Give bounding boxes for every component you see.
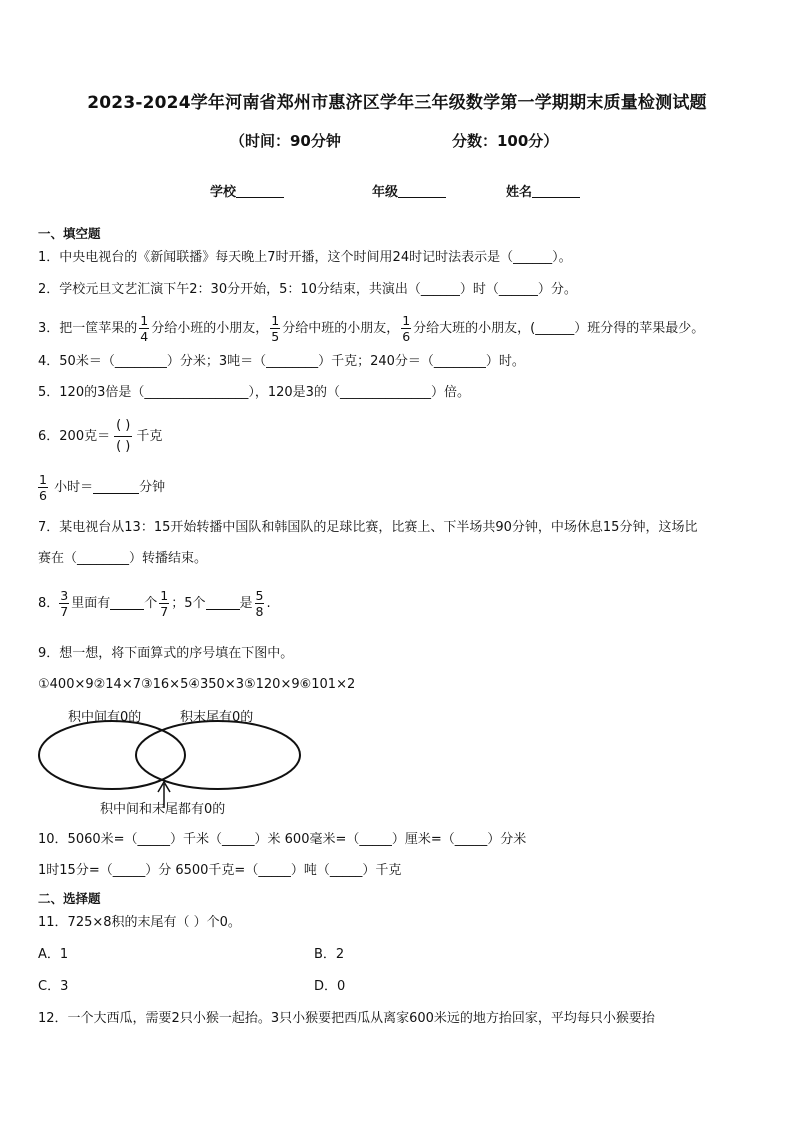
grade-field: 年级 [372,181,446,200]
question-6-part-2: $\frac{1}{6}$ 小时＝ 分钟 [39,472,166,503]
grade-blank[interactable] [398,183,446,198]
question-2: 2．学校元旦文艺汇演下午2：30分开始，5：10分结束，共演出（______）时（______）分。 [38,282,577,297]
question-6: 6．200克＝ ( ) ( ) 千克 [38,416,162,457]
option-c[interactable]: C．3 [38,979,69,994]
blank-fraction[interactable]: ( ) ( ) [116,418,131,454]
page-title: 2023-2024学年河南省郑州市惠济区学年三年级数学第一学期期末质量检测试题 [87,93,707,113]
section-fill-blank: 一、填空题 [38,226,101,241]
school-field: 学校 [210,181,284,200]
school-blank[interactable] [236,183,284,198]
question-11: 11．725×8积的末尾有（ ）个0。 [38,915,241,930]
fraction-one-sixth-hour: $\frac{1}{6}$ [39,472,47,503]
exam-score: 分数：100分） [452,132,559,150]
question-7-line-2: 赛在（________）转播结束。 [38,551,208,566]
option-a[interactable]: A．1 [38,947,69,962]
fraction-one-quarter: $\frac{1}{4}$ [140,313,149,344]
question-7-line-1: 7．某电视台从13：15开始转播中国队和韩国队的足球比赛，比赛上、下半场共90分钟，中场休息15分钟，这场比 [38,520,698,535]
answer-blank-unit[interactable] [206,595,240,610]
exam-time: （时间：90分钟 [230,132,341,150]
question-10-line-2: 1时15分=（_____）分 6500千克=（_____）吨（_____）千克 [38,863,402,878]
question-8: 8． $\frac{3}{7}$ 里面有 个 $\frac{1}{7}$ ；5个 是 $\frac{5}{8}$ . [38,588,271,619]
left-ellipse[interactable] [39,721,185,789]
option-d[interactable]: D．0 [314,979,346,994]
fraction-five-eighths: $\frac{5}{8}$ [255,588,264,619]
name-field: 姓名 [506,181,580,200]
fraction-one-fifth: $\frac{1}{5}$ [271,313,280,344]
question-10-line-1: 10．5060米=（_____）千米（_____）米 600毫米=（_____）厘米=（_____）分米 [38,832,527,847]
question-9: 9．想一想，将下面算式的序号填在下图中。 [38,646,294,661]
answer-blank-count[interactable] [110,595,144,610]
answer-blank[interactable] [93,479,139,494]
question-9-expressions: ①400×9②14×7③16×5④350×3⑤120×9⑥101×2 [38,677,356,692]
name-blank[interactable] [532,183,580,198]
question-3: 3．把一筐苹果的 $\frac{1}{4}$ 分给小班的小朋友， $\frac{1}{5}$ 分给中班的小朋友， $\frac{1}{6}$ 分给大班的小朋友，(______）班分得的苹果最少。 [38,313,705,344]
venn-diagram [30,700,310,820]
question-1: 1．中央电视台的《新闻联播》每天晚上7时开播，这个时间用24时记时法表示是（______）。 [38,250,572,265]
fraction-one-seventh: $\frac{1}{7}$ [160,588,169,619]
fraction-three-sevenths: $\frac{3}{7}$ [60,588,69,619]
fraction-one-sixth: $\frac{1}{6}$ [402,313,411,344]
question-5: 5．120的3倍是（________________），120是3的（______________）倍。 [38,385,470,400]
section-choice: 二、选择题 [38,891,101,906]
option-b[interactable]: B．2 [314,947,345,962]
venn-label-right: 积末尾有0的 [180,710,254,725]
question-12: 12．一个大西瓜，需要2只小猴一起抬。3只小猴要把西瓜从离家600米远的地方抬回家，平均每只小猴要抬 [38,1011,655,1026]
venn-label-left: 积中间有0的 [68,710,142,725]
venn-label-bottom: 积中间和末尾都有0的 [100,802,226,817]
right-ellipse[interactable] [136,721,300,789]
question-4: 4．50米＝（________）分米；3吨＝（________）千克；240分＝（________）时。 [38,354,525,369]
